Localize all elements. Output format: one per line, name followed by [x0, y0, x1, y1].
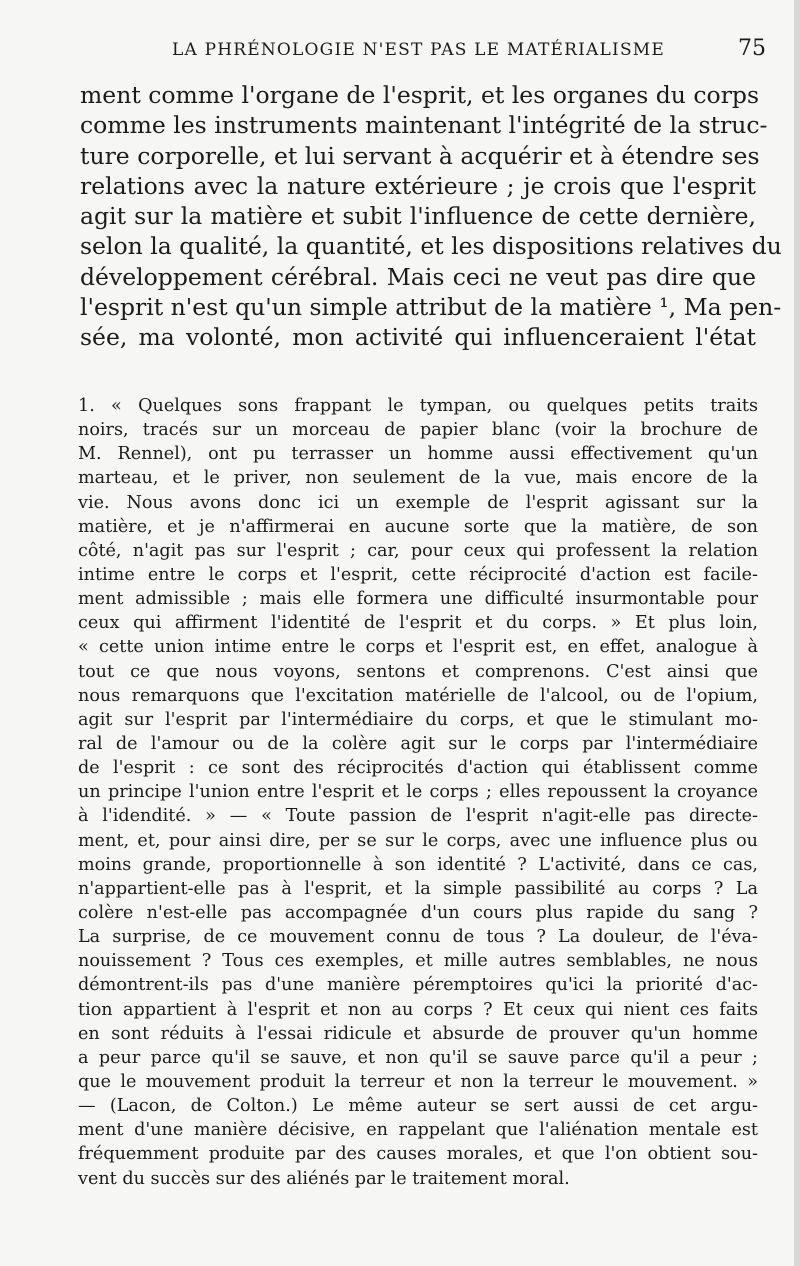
text-line: l'esprit n'est qu'un simple attribut de la matière ¹, Ma pen-	[80, 293, 782, 322]
footnote	[78, 394, 758, 1191]
text-line: ture corporelle, et lui servant à acquérir et à étendre ses	[80, 141, 760, 170]
footnote-line: tion appartient à l'esprit et non au corps ? Et ceux qui nient ces faits	[78, 999, 758, 1020]
text-line: agit sur la matière et subit l'influence de cette dernière,	[80, 202, 756, 231]
footnote-line: a peur parce qu'il se sauve, et non qu'il se sauve parce qu'il a peur ;	[78, 1047, 758, 1068]
footnote-line: marteau, et le priver, non seulement de la vue, mais encore de la	[78, 468, 758, 489]
footnote-line: « cette union intime entre le corps et l'esprit est, en effet, analogue à	[78, 637, 758, 658]
footnote-line: à l'idendité. » — « Toute passion de l'esprit n'agit-elle pas directe-	[78, 806, 758, 827]
footnote-line: nouissement ? Tous ces exemples, et mille autres semblables, ne nous	[78, 951, 758, 972]
footnote-line: fréquemment produite par des causes morales, et que l'on obtient sou-	[78, 1144, 758, 1165]
footnote-line: noirs, tracés sur un morceau de papier blanc (voir la brochure de	[78, 420, 758, 441]
page-number: 75	[738, 36, 766, 61]
text-line: selon la qualité, la quantité, et les dispositions relatives du	[80, 232, 782, 261]
footnote-line: tout ce que nous voyons, sentons et comprenons. C'est ainsi que	[78, 661, 758, 682]
footnote-line: ceux qui affirment l'identité de l'esprit et du corps. » Et plus loin,	[78, 613, 758, 634]
footnote-line: un principe l'union entre l'esprit et le corps ; elles repoussent la croyance	[78, 782, 758, 803]
footnote-line: agit sur l'esprit par l'intermédiaire du corps, et que le stimulant mo-	[78, 709, 758, 730]
footnote-line: ral de l'amour ou de la colère agit sur le corps par l'intermédiaire	[78, 733, 758, 754]
text-line: développement cérébral. Mais ceci ne veut pas dire que	[80, 262, 756, 291]
footnote-line: ment, et, pour ainsi dire, per se sur le corps, avec une influence plus ou	[78, 830, 758, 851]
footnote-line: ment admissible ; mais elle formera une difficulté insurmontable pour	[78, 589, 758, 610]
footnote-line: vie. Nous avons donc ici un exemple de l'esprit agissant sur la	[78, 492, 758, 513]
footnote-line: de l'esprit : ce sont des réciprocités d'action qui établissent comme	[78, 758, 758, 779]
footnote-line: matière, et je n'affirmerai en aucune sorte que la matière, de son	[78, 516, 758, 537]
footnote-line: M. Rennel), ont pu terrasser un homme aussi effectivement qu'un	[78, 444, 758, 465]
footnote-line: démontrent-ils pas d'une manière péremptoires qu'ici la priorité d'ac-	[78, 975, 758, 996]
footnote-line: vent du succès sur des aliénés par le traitement moral.	[78, 1168, 570, 1189]
footnote-line: intime entre le corps et l'esprit, cette réciprocité d'action est facile-	[78, 564, 758, 585]
footnote-line: nous remarquons que l'excitation matérielle de l'alcool, ou de l'opium,	[78, 685, 758, 706]
footnote-line: que le mouvement produit la terreur et non la terreur le mouvement. »	[78, 1071, 758, 1092]
text-line: ment comme l'organe de l'esprit, et les organes du corps	[80, 81, 760, 109]
running-header	[172, 36, 766, 61]
footnote-line: n'appartient-elle pas à l'esprit, et la simple passibilité au corps ? La	[78, 878, 758, 899]
footnote-line: colère n'est-elle pas accompagnée d'un cours plus rapide du sang ?	[78, 902, 758, 923]
footnote-line: ment d'une manière décisive, en rappelant que l'aliénation mentale est	[78, 1120, 758, 1141]
footnote-line: 1. « Quelques sons frappant le tympan, ou quelques petits traits	[78, 396, 758, 416]
footnote-line: côté, n'agit pas sur l'esprit ; car, pour ceux qui professent la relation	[78, 540, 758, 561]
main-text	[80, 80, 782, 353]
text-line: sée, ma volonté, mon activité qui influenceraient l'état	[80, 323, 756, 352]
footnote-line: moins grande, proportionnelle à son identité ? L'activité, dans ce cas,	[78, 854, 758, 875]
running-title: LA PHRÉNOLOGIE N'EST PAS LE MATÉRIALISME	[172, 40, 666, 60]
footnote-line: — (Lacon, de Colton.) Le même auteur se sert aussi de cet argu-	[78, 1096, 758, 1117]
text-line: comme les instruments maintenant l'intégrité de la struc-	[80, 111, 768, 140]
text-line: relations avec la nature extérieure ; je crois que l'esprit	[80, 171, 756, 200]
footnote-line: La surprise, de ce mouvement connu de tous ? La douleur, de l'éva-	[78, 927, 758, 948]
footnote-line: en sont réduits à l'essai ridicule et absurde de prouver qu'un homme	[78, 1023, 758, 1044]
